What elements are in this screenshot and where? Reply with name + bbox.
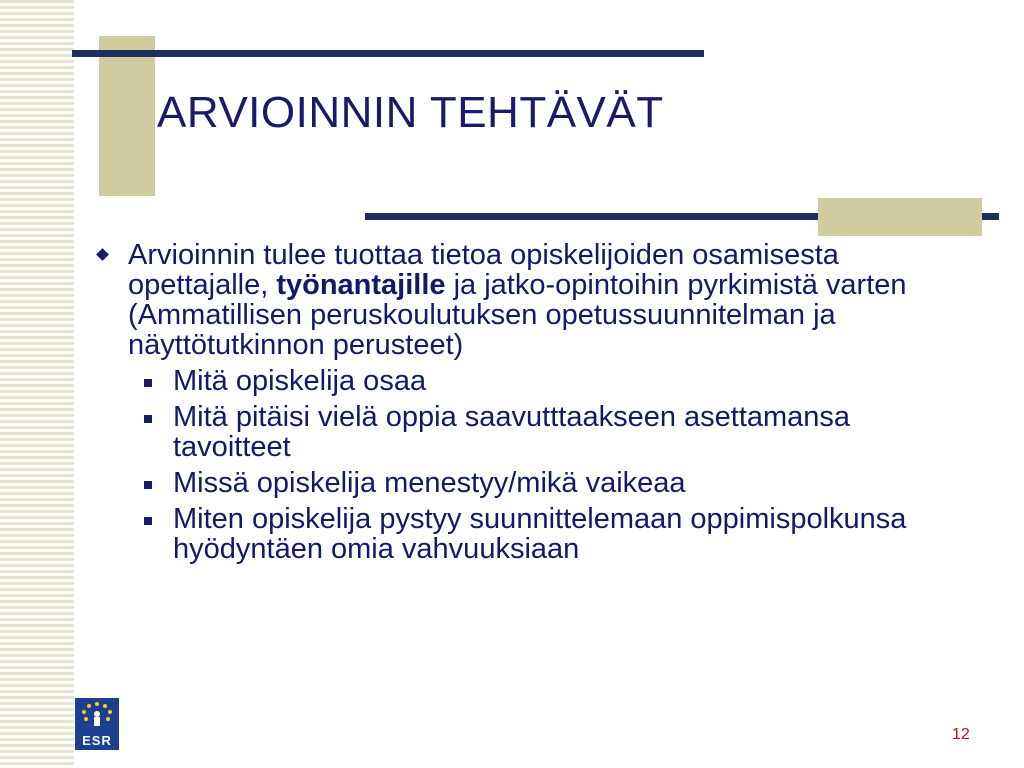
main-bullet-bold-text: työnantajille [276,269,446,301]
sub-bullet-text: Mitä opiskelija osaa [173,365,427,397]
sub-bullet-text: Mitä pitäisi vielä oppia saavutttaakseen asettamansa tavoitteet [173,401,851,463]
square-bullet-icon [144,379,152,387]
top-rule [72,50,704,57]
sub-bullet [95,468,975,498]
esr-logo [75,698,119,750]
sub-bullet [95,504,975,564]
main-bullet [95,240,975,360]
eu-stars-icon [77,700,117,728]
page-number: 12 [952,726,970,743]
sub-bullet-text: Missä opiskelija menestyy/mikä vaikeaa [173,467,686,499]
rule-accent-block [818,198,982,236]
slide-title: ARVIOINNIN TEHTÄVÄT [157,88,664,137]
square-bullet-icon [144,415,152,423]
main-bullet-text-end: ja jatko-opintoihin pyrkimistä varten (Ammatillisen peruskoulutuksen opetussuunnitelman ja näyttötutkinnon perusteet) [128,269,907,361]
sub-bullet-text: Miten opiskelija pystyy suunnittelemaan oppimispolkunsa hyödyntäen omia vahvuuksiaan [173,503,907,565]
sub-bullet [95,402,975,462]
decorative-stripes [0,0,74,768]
slide-content [95,240,975,564]
square-bullet-icon [144,481,152,489]
sub-bullet [95,366,975,396]
sub-bullet-list [95,366,975,564]
square-bullet-icon [144,517,152,525]
diamond-bullet-icon [96,248,109,261]
logo-text: ESR [82,733,112,748]
title-accent-block [99,36,155,196]
main-bullet-text-start: Arvioinnin tulee tuottaa tietoa opiskelijoiden osamisesta opettajalle, [128,239,839,301]
